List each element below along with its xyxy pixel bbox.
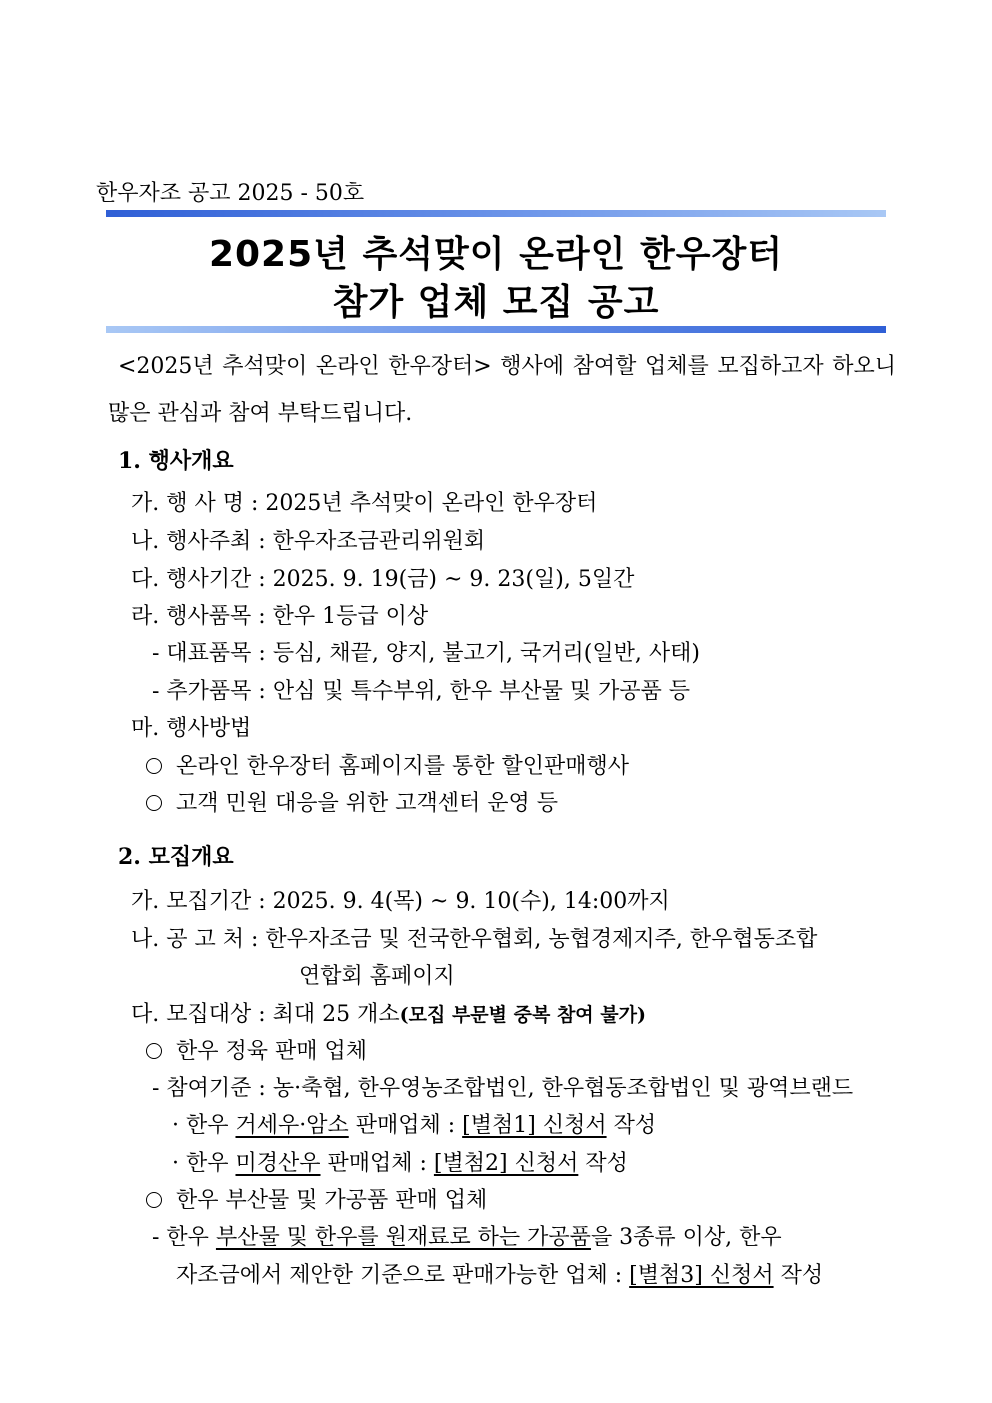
sub-item-steer-cow: · 한우 거세우·암소 판매업체 : [별첨1] 신청서 작성 [172,1113,657,1138]
page-title-line-2: 참가 업체 모집 공고 [332,282,660,323]
participation-criteria: - 참여기준 : 농·축협, 한우영농조합법인, 한우협동조합법인 및 광역브랜드 [152,1076,854,1101]
event-items: 라. 행사품목 : 한우 1등급 이상 [131,604,429,629]
event-name: 가. 행 사 명 : 2025년 추석맞이 온라인 한우장터 [131,491,598,516]
byproducts-criteria-line-2: 자조금에서 제안한 기준으로 판매가능한 업체 : [별첨3] 신청서 작성 [176,1263,824,1288]
event-items-extra: - 추가품목 : 안심 및 특수부위, 한우 부산물 및 가공품 등 [152,679,691,704]
title-bottom-rule [106,326,886,333]
attachment-3-form: [별첨3] 신청서 [629,1263,774,1288]
intro-line-1: <2025년 추석맞이 온라인 한우장터> 행사에 참여할 업체를 모집하고자 하오니 [118,354,896,379]
circle-bullet-icon [146,795,162,811]
byproducts-criteria-line-1: - 한우 부산물 및 한우를 원재료로 하는 가공품을 3종류 이상, 한우 [152,1225,782,1250]
page-title-line-1: 2025년 추석맞이 온라인 한우장터 [208,234,784,275]
recruit-target: 다. 모집대상 : 최대 25 개소(모집 부문별 중복 참여 불가) [131,1002,646,1027]
event-method-2: 고객 민원 대응을 위한 고객센터 운영 등 [146,786,558,817]
event-host: 나. 행사주최 : 한우자조금관리위원회 [131,529,486,554]
category-byproducts: 한우 부산물 및 가공품 판매 업체 [146,1183,487,1214]
circle-bullet-icon [146,1192,162,1208]
notice-place-cont: 연합회 홈페이지 [299,964,455,989]
attachment-1-form: [별첨1] 신청서 [462,1113,607,1138]
event-method-1: 온라인 한우장터 홈페이지를 통한 할인판매행사 [146,749,629,780]
circle-bullet-icon [146,1043,162,1059]
circle-bullet-icon [146,758,162,774]
event-period: 다. 행사기간 : 2025. 9. 19(금) ~ 9. 23(일), 5일간 [131,567,635,592]
notice-place: 나. 공 고 처 : 한우자조금 및 전국한우협회, 농협경제지주, 한우협동조합 [131,927,818,952]
title-top-rule [106,210,886,217]
category-meat: 한우 정육 판매 업체 [146,1034,367,1065]
recruit-target-note: (모집 부문별 중복 참여 불가) [399,1004,646,1026]
section-2-heading: 2. 모집개요 [118,844,234,870]
intro-line-2: 많은 관심과 참여 부탁드립니다. [108,401,413,426]
sub-item-heifer: · 한우 미경산우 판매업체 : [별첨2] 신청서 작성 [172,1151,628,1176]
attachment-2-form: [별첨2] 신청서 [433,1151,579,1176]
section-1-heading: 1. 행사개요 [118,448,234,474]
recruit-period: 가. 모집기간 : 2025. 9. 4(목) ~ 9. 10(수), 14:00까지 [131,889,670,914]
event-items-main: - 대표품목 : 등심, 채끝, 양지, 불고기, 국거리(일반, 사태) [152,641,700,666]
event-method: 마. 행사방법 [131,716,252,741]
document-number: 한우자조 공고 2025 - 50호 [96,181,365,206]
